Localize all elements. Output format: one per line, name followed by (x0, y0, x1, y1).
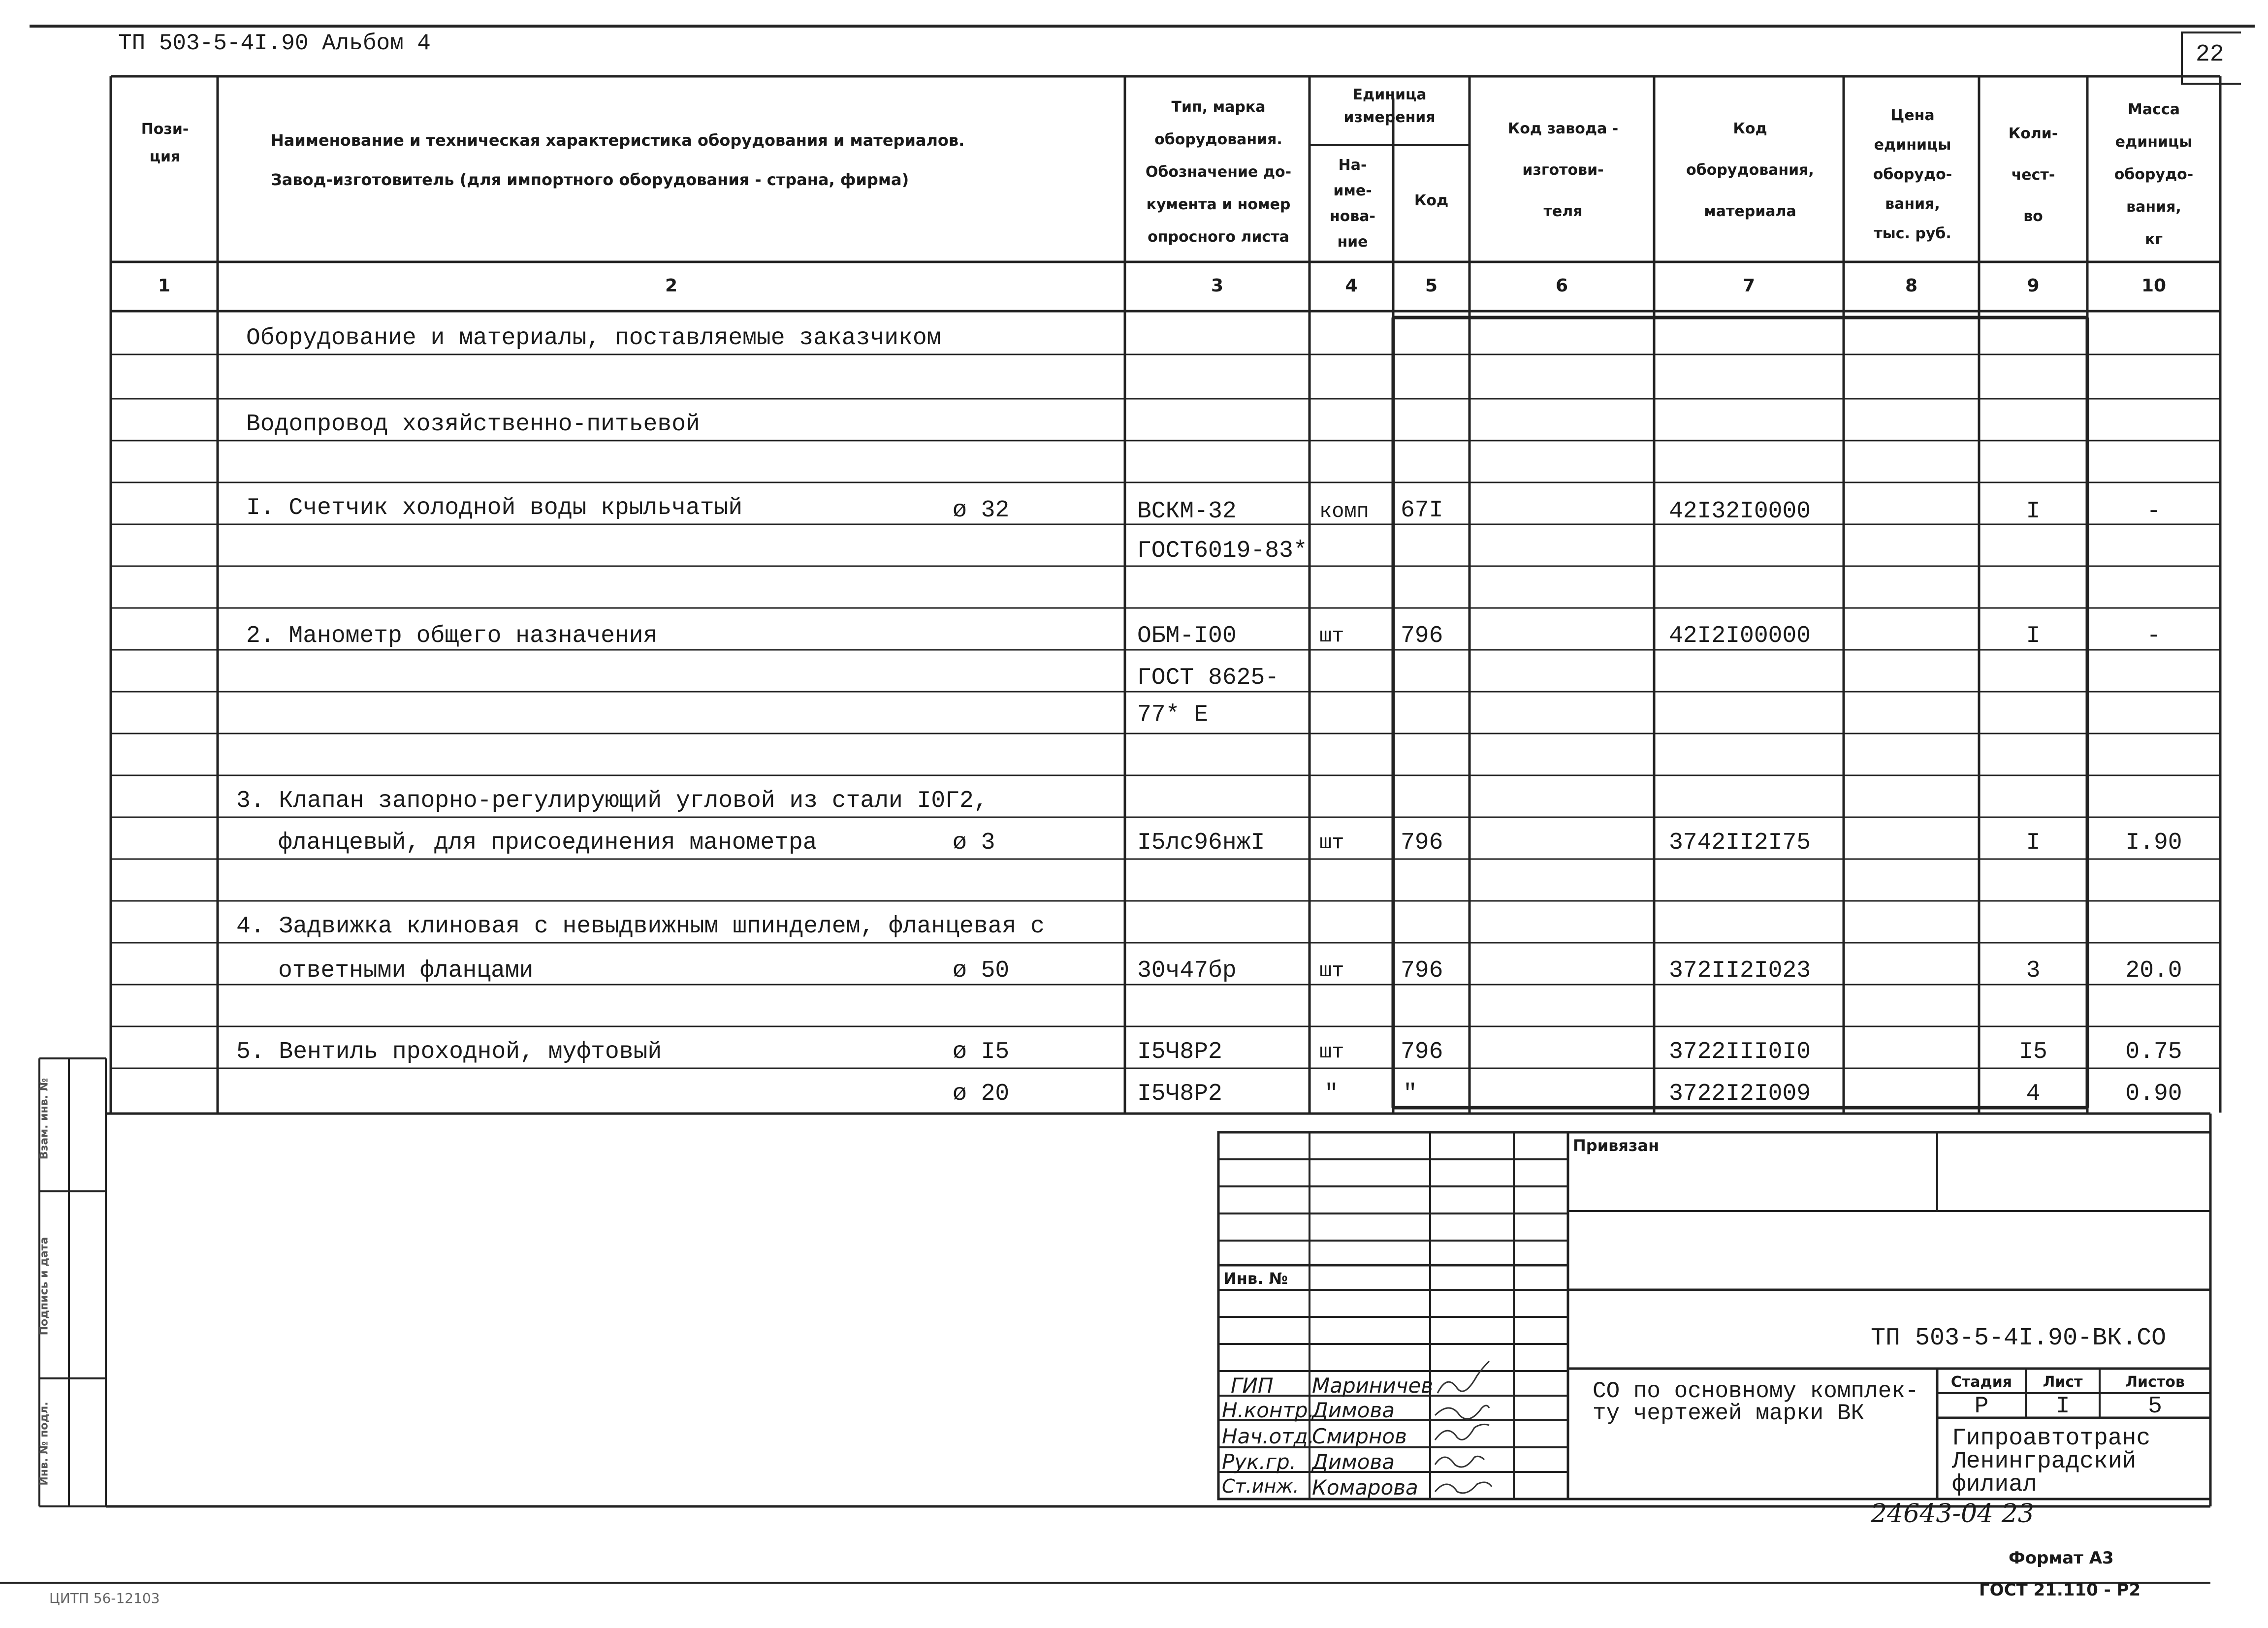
col5-header: Код (1414, 192, 1449, 209)
item1-name: I. Счетчик холодной воды крыльчатый (246, 495, 743, 521)
handwritten-number: 24643-04 23 (1871, 1499, 2034, 1529)
item1-material-code: 42I32I0000 (1669, 498, 1811, 525)
page-number: 22 (2196, 41, 2224, 68)
sig-role-1: ГИП (1231, 1373, 1274, 1398)
item5b-material-code: 3722I2I009 (1669, 1081, 1811, 1107)
stamp-org-line3: филиал (1952, 1471, 2037, 1498)
item3-name-line1: 3. Клапан запорно-регулирующий угловой из стали I0Г2, (236, 788, 988, 814)
col-number-4: 4 (1345, 276, 1358, 296)
item4-material-code: 372II2I023 (1669, 958, 1811, 984)
item1-unit: комп (1319, 500, 1369, 523)
sig-name-1: Мариничев (1312, 1373, 1434, 1398)
col-number-6: 6 (1555, 276, 1568, 296)
col7-header: Код оборудования, материала (1686, 120, 1814, 220)
gost-label: ГОСТ 21.110 - Р2 (1979, 1580, 2141, 1600)
units-group-header: Единица измерения (1343, 86, 1436, 126)
col-number-1: 1 (158, 276, 171, 296)
item5b-qty: 4 (2026, 1081, 2041, 1107)
col-number-7: 7 (1742, 276, 1756, 296)
item5b-mass: 0.90 (2125, 1081, 2182, 1107)
item3-name-line2: фланцевый, для присоединения манометра (278, 830, 817, 856)
item1-mass: - (2146, 498, 2161, 525)
item2-unit: шт (1319, 624, 1344, 648)
col-number-5: 5 (1425, 276, 1438, 296)
item2-unit-code: 796 (1401, 623, 1443, 649)
col-number-3: 3 (1211, 276, 1224, 296)
item4-name-line2: ответными фланцами (278, 958, 534, 984)
item2-type: ОБМ-I00 (1137, 623, 1237, 649)
stamp-inv-no: Инв. № (1223, 1269, 1288, 1288)
col2-header: Наименование и техническая характеристика оборудования и материалов. Завод-изготовитель (для импортного оборудования - страна, фирма) (271, 131, 965, 189)
col1-header: Пози- ция (141, 121, 189, 165)
item1-qty: I (2026, 498, 2041, 525)
item1-unit-code: 67I (1401, 497, 1443, 524)
sig-name-3: Смирнов (1312, 1424, 1407, 1448)
col-number-8: 8 (1905, 276, 1918, 296)
side-label-replacement: Взам. инв. № (38, 1078, 51, 1160)
doc-title: ТП 503-5-4I.90 Альбом 4 (118, 31, 431, 56)
item5b-diameter: ø 20 (953, 1081, 1010, 1107)
format-label: Формат А3 (2009, 1548, 2114, 1568)
item2-standard-line2: 77* Е (1137, 702, 1209, 728)
col3-header: Тип, марка оборудования. Обозначение до- кумента и номер опросного листа (1145, 98, 1292, 246)
stamp-privyazan: Привязан (1573, 1136, 1660, 1155)
sig-role-4: Рук.гр. (1222, 1450, 1296, 1474)
item2-standard-line1: ГОСТ 8625- (1137, 665, 1279, 691)
item4-qty: 3 (2026, 958, 2041, 984)
item2-qty: I (2026, 623, 2041, 649)
item5b-unit-code: " (1403, 1081, 1417, 1107)
stamp-code: ТП 503-5-4I.90-ВК.СО (1871, 1324, 2167, 1352)
stamp-org-line2: Ленинградский (1952, 1448, 2137, 1475)
stamp-org-line1: Гипроавтотранс (1952, 1425, 2151, 1452)
item4-diameter: ø 50 (953, 958, 1010, 984)
item1-diameter: ø 32 (953, 497, 1010, 524)
item5-qty: I5 (2019, 1039, 2047, 1065)
item3-unit: шт (1319, 831, 1344, 855)
sig-name-5: Комарова (1312, 1475, 1418, 1500)
item3-qty: I (2026, 830, 2041, 856)
stamp-stage-value: Р (1974, 1393, 1989, 1420)
col8-header: Цена единицы оборудо- вания, тыс. руб. (1873, 107, 1952, 242)
item5-unit: шт (1319, 1040, 1344, 1064)
stamp-sheets-label: Листов (2125, 1373, 2185, 1391)
item3-mass: I.90 (2125, 830, 2182, 856)
item5-diameter: ø I5 (953, 1039, 1010, 1065)
item5-type: I5Ч8Р2 (1137, 1039, 1222, 1065)
stamp-stage-label: Стадия (1950, 1373, 2012, 1391)
sig-name-2: Димова (1312, 1398, 1395, 1422)
item4-type: 30ч47бр (1137, 958, 1237, 984)
stamp-sheet-value: I (2055, 1393, 2070, 1420)
item3-type: I5лс96нжI (1137, 830, 1265, 856)
item1-standard: ГОСТ6019-83* (1137, 538, 1308, 564)
stamp-sheets-value: 5 (2148, 1393, 2162, 1420)
sig-role-3: Нач.отд. (1222, 1424, 1315, 1448)
item2-mass: - (2146, 623, 2161, 649)
item5-unit-code: 796 (1401, 1039, 1443, 1065)
sig-role-5: Ст.инж. (1222, 1475, 1299, 1497)
col-number-10: 10 (2141, 276, 2167, 296)
item4-mass: 20.0 (2125, 958, 2182, 984)
item5b-type: I5Ч8Р2 (1137, 1081, 1222, 1107)
item4-unit: шт (1319, 959, 1344, 983)
col10-header: Масса единицы оборудо- вания, кг (2114, 101, 2194, 248)
stamp-title-line1: СО по основному комплек- (1593, 1378, 1919, 1404)
item3-unit-code: 796 (1401, 830, 1443, 856)
sig-name-4: Димова (1312, 1450, 1395, 1474)
col-number-9: 9 (2027, 276, 2040, 296)
col4-header: На- име- нова- ние (1329, 157, 1376, 251)
item2-name: 2. Манометр общего назначения (246, 623, 658, 649)
subsection-heading: Водопровод хозяйственно-питьевой (246, 411, 700, 438)
item2-material-code: 42I2I00000 (1669, 623, 1811, 649)
print-mark: ЦИТП 56-12103 (49, 1590, 160, 1606)
stamp-sheet-label: Лист (2043, 1373, 2083, 1391)
section-heading: Оборудование и материалы, поставляемые заказчиком (246, 325, 941, 351)
stamp-title-line2: ту чертежей марки ВК (1593, 1401, 1865, 1426)
item5-material-code: 3722III0I0 (1669, 1039, 1811, 1065)
item3-diameter: ø 3 (953, 830, 995, 856)
item4-name-line1: 4. Задвижка клиновая с невыдвижным шпинделем, фланцевая с (236, 913, 1045, 940)
item3-material-code: 3742II2I75 (1669, 830, 1811, 856)
item5-mass: 0.75 (2125, 1039, 2182, 1065)
item5-name: 5. Вентиль проходной, муфтовый (236, 1039, 662, 1065)
item1-type: ВСКМ-32 (1137, 498, 1237, 525)
side-label-original-inv: Инв. № подл. (38, 1402, 51, 1486)
col9-header: Коли- чест- во (2008, 125, 2058, 225)
col-number-2: 2 (665, 276, 678, 296)
col6-header: Код завода - изготови- теля (1507, 120, 1619, 220)
item4-unit-code: 796 (1401, 958, 1443, 984)
sig-role-2: Н.контр. (1222, 1398, 1314, 1422)
side-label-signature: Подпись и дата (38, 1237, 51, 1336)
item5b-unit: " (1324, 1081, 1339, 1107)
